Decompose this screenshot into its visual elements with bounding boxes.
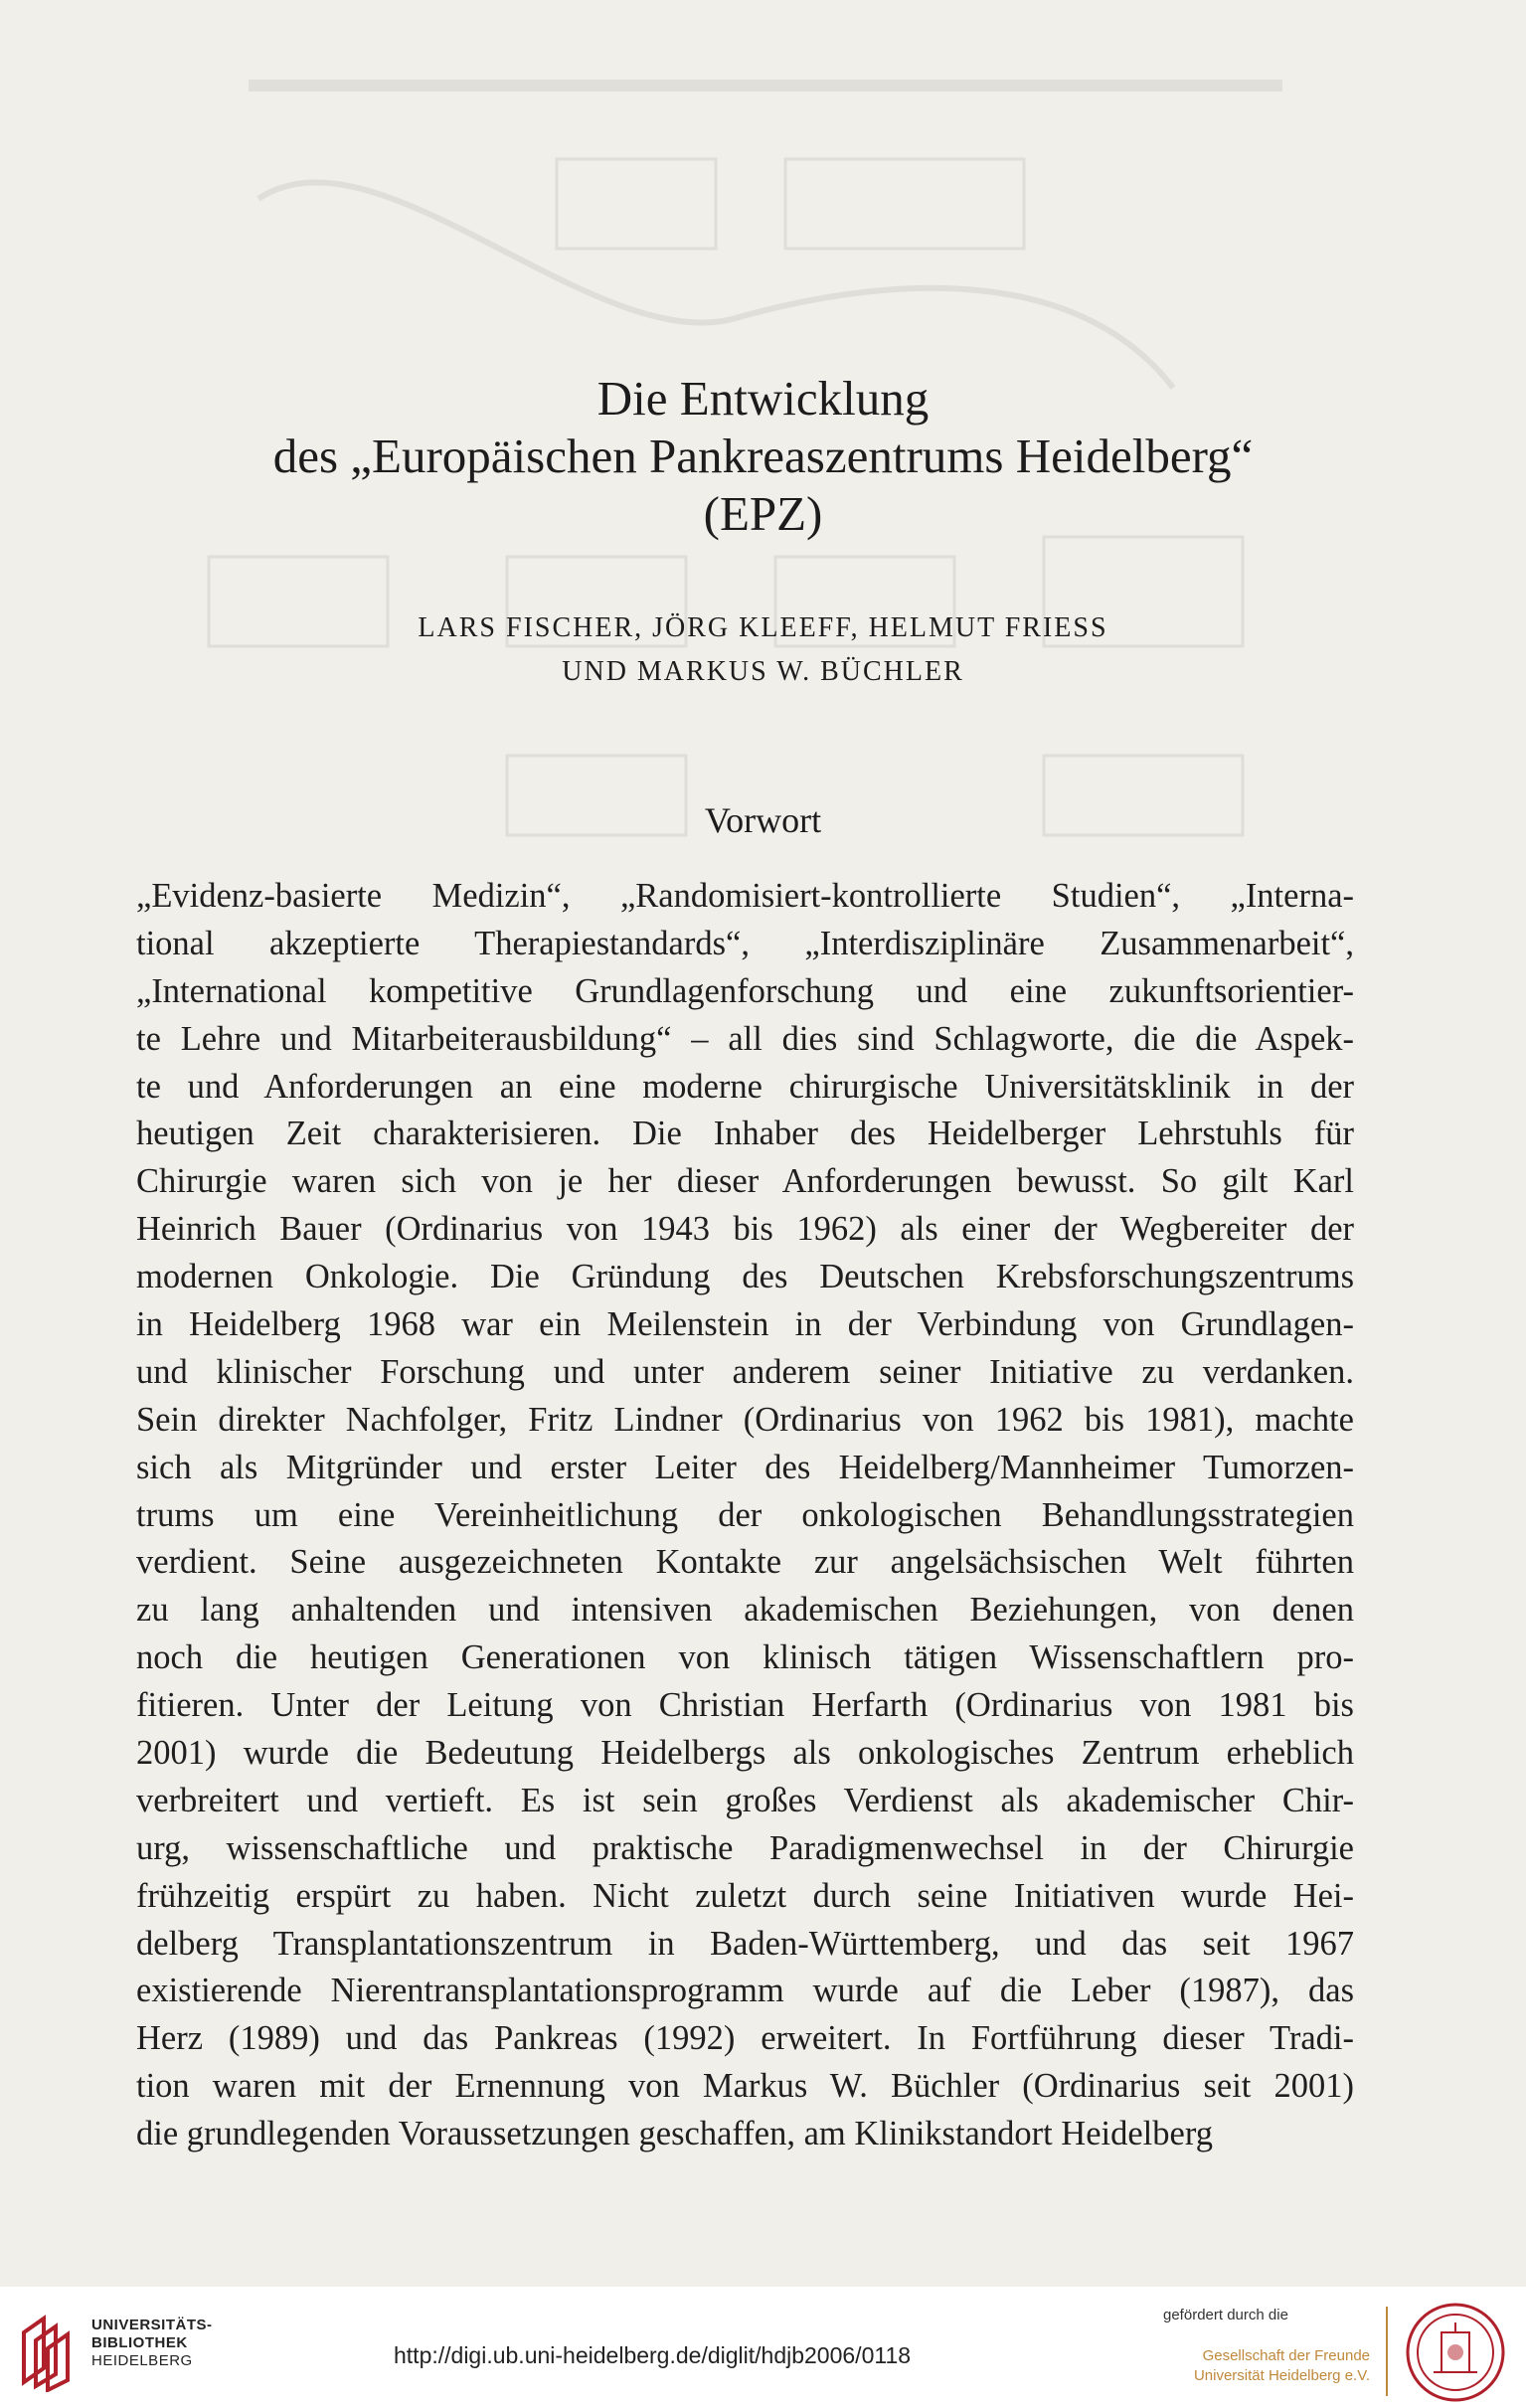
authors-line-2: UND MARKUS W. BÜCHLER [562, 656, 964, 687]
permalink-url[interactable]: http://digi.ub.uni-heidelberg.de/diglit/hdjb2006/0118 [394, 2342, 912, 2368]
body-line: „International kompetitive Grundlagenforschung und eine zukunftsorientier- [136, 971, 1354, 1010]
authors-line-1: LARS FISCHER, JÖRG KLEEFF, HELMUT FRIESS [418, 612, 1108, 643]
body-line: noch die heutigen Generationen von klinisch tätigen Wissenschaftlern pro- [136, 1638, 1354, 1677]
library-line-1: UNIVERSITÄTS- [91, 2317, 213, 2333]
body-line: in Heidelberg 1968 war ein Meilenstein in der Verbindung von Grundlagen- [136, 1305, 1354, 1344]
library-name [91, 2317, 213, 2370]
author-list [129, 606, 1397, 694]
title-line-2: des „Europäischen Pankreaszentrums Heidelberg“ [272, 429, 1254, 483]
society-line-2: Universität Heidelberg e.V. [1193, 2367, 1370, 2384]
body-line: verbreitert und vertieft. Es ist sein großes Verdienst als akademischer Chir- [136, 1781, 1354, 1819]
body-line: delberg Transplantationszentrum in Baden-Württemberg, und das seit 1967 [136, 1924, 1354, 1963]
body-line: te und Anforderungen an eine moderne chirurgische Universitätsklinik in der [136, 1067, 1354, 1106]
body-text [136, 873, 1354, 2158]
body-line: te Lehre und Mitarbeiterausbildung“ – all dies sind Schlagworte, die die Aspek- [136, 1019, 1354, 1058]
library-line-3: HEIDELBERG [91, 2352, 193, 2369]
body-line: trums um eine Vereinheitlichung der onkologischen Behandlungsstrategien [136, 1495, 1354, 1534]
body-line: Sein direkter Nachfolger, Fritz Lindner (Ordinarius von 1962 bis 1981), machte [136, 1400, 1354, 1439]
body-line: die grundlegenden Voraussetzungen geschaffen, am Klinikstandort Heidelberg [136, 2115, 1213, 2153]
body-line: tion waren mit der Ernennung von Markus W. Büchler (Ordinarius seit 2001) [136, 2067, 1354, 2106]
body-line: fitieren. Unter der Leitung von Christian Herfarth (Ordinarius von 1981 bis [136, 1686, 1354, 1725]
body-line: und klinischer Forschung und unter anderem seiner Initiative zu verdanken. [136, 1352, 1354, 1391]
digitization-footer [0, 2287, 1526, 2408]
library-logo-icon [14, 2313, 84, 2392]
university-seal-icon [1404, 2301, 1507, 2404]
body-line: urg, wissenschaftliche und praktische Paradigmenwechsel in der Chirurgie [136, 1828, 1354, 1867]
body-line: verdient. Seine ausgezeichneten Kontakte zur angelsächsischen Welt führten [136, 1543, 1354, 1582]
title-line-3: (EPZ) [703, 486, 823, 541]
body-line: existierende Nierentransplantationsprogramm wurde auf die Leber (1987), das [136, 1972, 1354, 2010]
body-line: heutigen Zeit charakterisieren. Die Inhaber des Heidelberger Lehrstuhls für [136, 1115, 1354, 1153]
body-line: zu lang anhaltenden und intensiven akademischen Beziehungen, von denen [136, 1591, 1354, 1630]
body-line: tional akzeptierte Therapiestandards“, „Interdisziplinäre Zusammenarbeit“, [136, 924, 1354, 962]
title-line-1: Die Entwicklung [596, 371, 930, 426]
body-line: Chirurgie waren sich von je her dieser Anforderungen bewusst. So gilt Karl [136, 1162, 1354, 1201]
body-line: „Evidenz-basierte Medizin“, „Randomisiert-kontrollierte Studien“, „Interna- [136, 877, 1354, 915]
body-line: Herz (1989) und das Pankreas (1992) erweitert. In Fortführung dieser Tradi- [136, 2019, 1354, 2058]
society-line-1: Gesellschaft der Freunde [1202, 2347, 1370, 2364]
article-title [129, 370, 1397, 543]
body-line: 2001) wurde die Bedeutung Heidelbergs als onkologisches Zentrum erheblich [136, 1734, 1354, 1773]
section-heading: Vorwort [704, 800, 822, 840]
body-line: sich als Mitgründer und erster Leiter des Heidelberg/Mannheimer Tumorzen- [136, 1448, 1354, 1486]
society-name [1175, 2346, 1370, 2386]
funded-by-label: gefördert durch die [1163, 2307, 1288, 2323]
body-line: modernen Onkologie. Die Gründung des Deutschen Krebsforschungszentrums [136, 1258, 1354, 1296]
body-line: frühzeitig erspürt zu haben. Nicht zuletzt durch seine Initiativen wurde Hei- [136, 1876, 1354, 1915]
body-line: Heinrich Bauer (Ordinarius von 1943 bis 1962) als einer der Wegbereiter der [136, 1210, 1354, 1249]
library-line-2: BIBLIOTHEK [91, 2334, 188, 2351]
footer-divider [1386, 2307, 1388, 2396]
